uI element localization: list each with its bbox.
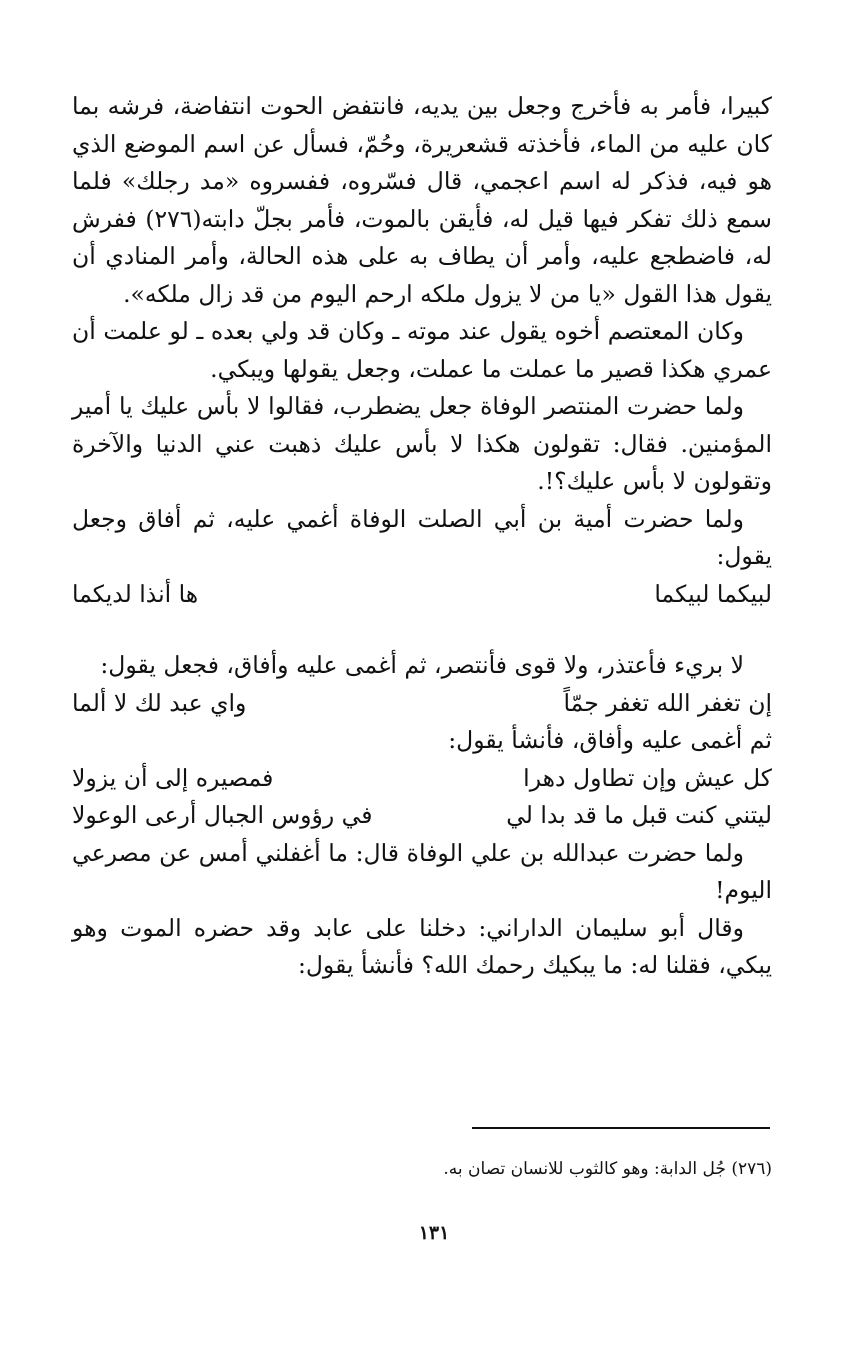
paragraph-7: ولما حضرت عبدالله بن علي الوفاة قال: ما أغفلني أمس عن مصرعي اليوم!	[72, 838, 772, 904]
paragraph-6: ثم أغمى عليه وأفاق، فأنشأ يقول:	[448, 726, 772, 754]
verse-line-1	[72, 576, 772, 614]
paragraph-1: كبيرا، فأمر به فأخرج وجعل بين يديه، فانتفض الحوت انتفاضة، فرشه بما كان عليه من الماء، فأخذته قشعريرة، وحُمّ، فسأل عن اسم الموضع الذي هو فيه، فذكر له اسم اعجمي، قال فسّروه، ففسروه «مد رجلك» فلما سمع ذلك تفكر فيها قيل له، فأيقن بالموت، فأمر بجلّ دابته(٢٧٦) ففرش له، فاضطجع عليه، وأمر أن يطاف به على هذه الحالة، وأمر المنادي أن يقول هذا القول «يا من لا يزول ملكه ارحم اليوم من قد زال ملكه».	[72, 92, 772, 308]
footnote: (٢٧٦) جُل الدابة: وهو كالثوب للانسان تصان به.	[443, 1159, 772, 1179]
page-number: ١٣١	[418, 1222, 450, 1244]
verse-2-first-hemistich: إن تغفر الله تغفر جمّاً	[563, 688, 772, 717]
footnote-separator	[472, 1127, 770, 1129]
verse-line-2	[72, 685, 772, 723]
paragraph-4: ولما حضرت أمية بن أبي الصلت الوفاة أغمي عليه، ثم أفاق وجعل يقول:	[72, 504, 772, 570]
paragraph-5: لا بريء فأعتذر، ولا قوى فأنتصر، ثم أغمى عليه وأفاق، فجعل يقول:	[100, 651, 744, 679]
verse-4-first-hemistich: ليتني كنت قبل ما قد بدا لي	[506, 801, 772, 829]
main-text	[72, 88, 772, 985]
paragraph-2: وكان المعتصم أخوه يقول عند موته ـ وكان قد ولي بعده ـ لو علمت أن عمري هكذا قصير ما عملت ما عملت، وجعل يقولها ويبكي.	[72, 317, 772, 383]
paragraph-8: وقال أبو سليمان الداراني: دخلنا على عابد وقد حضره الموت وهو يبكي، فقلنا له: ما يبكيك رحمك الله؟ فأنشأ يقول:	[72, 913, 772, 979]
verse-3-second-hemistich: فمصيره إلى أن يزولا	[72, 763, 274, 792]
verse-1-first-hemistich: لبيكما لبيكما	[654, 579, 772, 608]
verse-line-3	[72, 760, 772, 798]
verse-line-4	[72, 797, 772, 835]
verse-3-first-hemistich: كل عيش وإن تطاول دهرا	[523, 763, 772, 792]
paragraph-3: ولما حضرت المنتصر الوفاة جعل يضطرب، فقالوا لا بأس عليك يا أمير المؤمنين. فقال: تقولون هكذا لا بأس عليك ذهبت عني الدنيا والآخرة وتقولون لا بأس عليك؟!.	[72, 392, 772, 495]
verse-2-second-hemistich: واي عبد لك لا ألما	[72, 688, 247, 717]
verse-gap	[72, 613, 772, 647]
verse-1-second-hemistich: ها أنذا لديكما	[72, 579, 199, 608]
verse-4-second-hemistich: في رؤوس الجبال أرعى الوعولا	[72, 801, 373, 829]
